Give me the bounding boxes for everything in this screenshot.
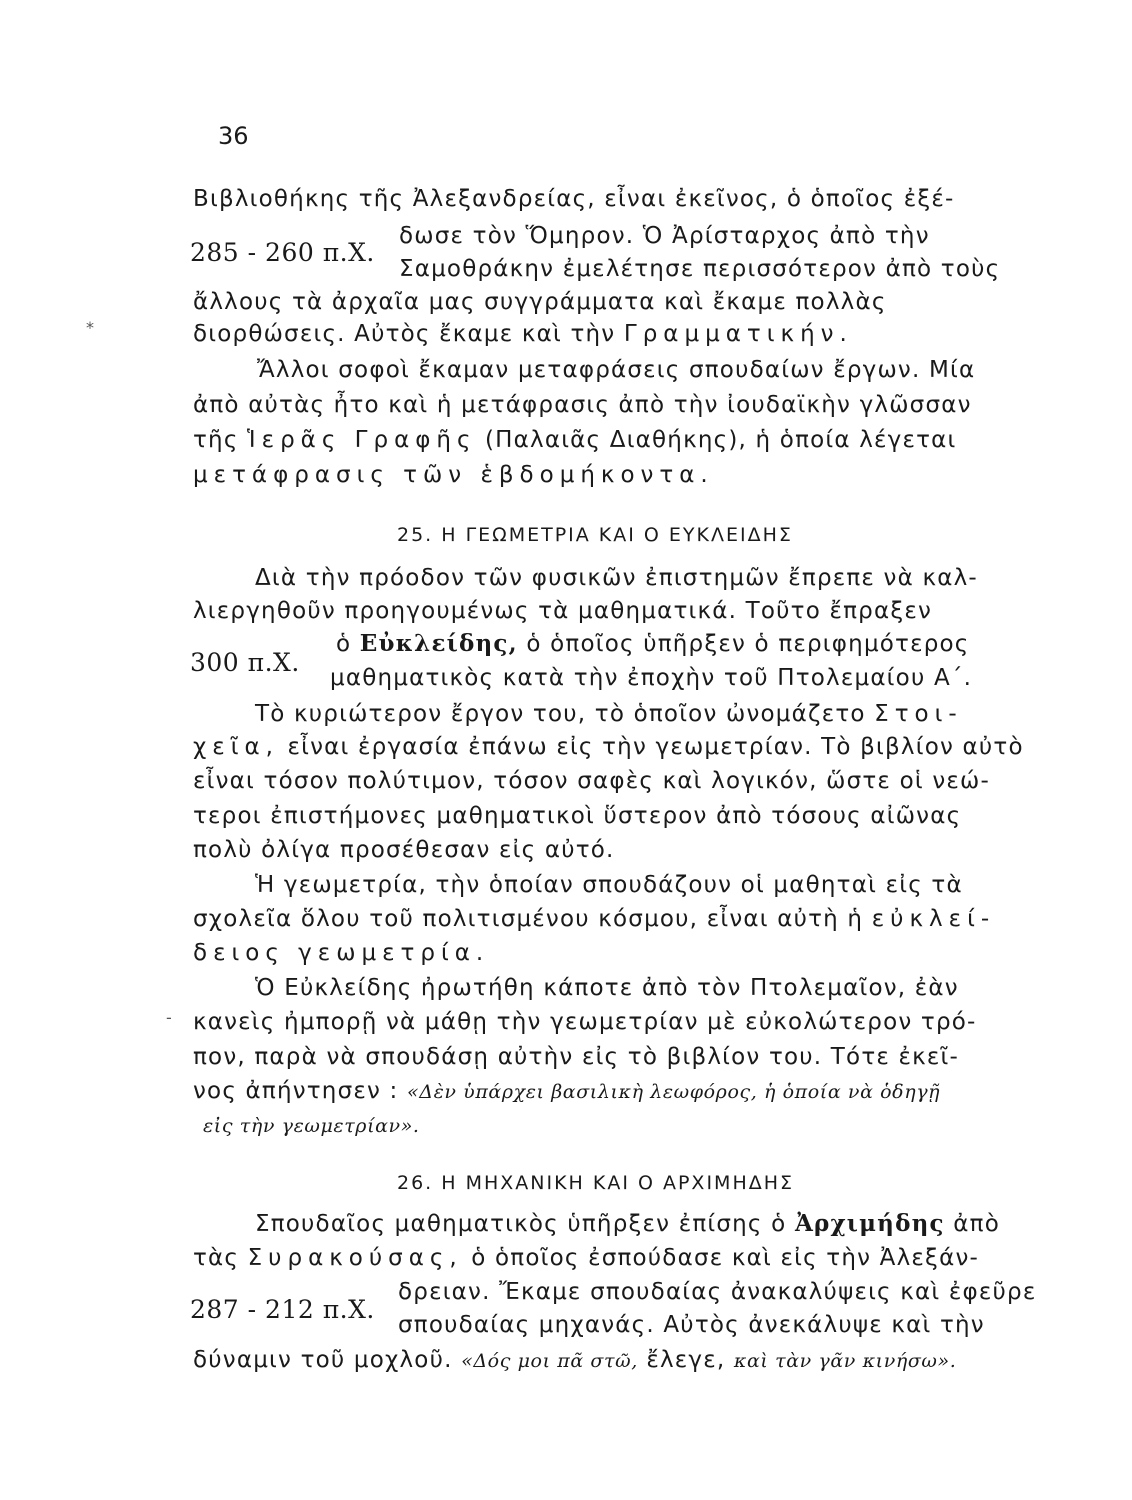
text-line: ἀπὸ αὐτὰς ἦτο καὶ ἡ μετάφρασις ἀπὸ τὴν ἰουδαϊκὴν γλῶσσαν: [193, 392, 972, 418]
text-span: δύναμιν τοῦ μοχλοῦ.: [193, 1347, 453, 1373]
spaced-term: Γραμματικήν.: [623, 321, 853, 347]
spaced-term: δειος γεωμετρία.: [193, 940, 490, 966]
text-line: εἶναι τόσον πολύτιμον, τόσον σαφὲς καὶ λογικόν, ὥστε οἱ νεώ-: [193, 768, 990, 794]
text-span: (Παλαιᾶς Διαθήκης), ἡ ὁποία λέγεται: [485, 427, 957, 453]
italic-quote: «Δὲν ὑπάρχει βασιλικὴ λεωφόρος, ἡ ὁποία νὰ ὁδηγῇ: [407, 1081, 941, 1103]
page-number: 36: [218, 122, 249, 150]
spaced-term: Στοι-: [874, 701, 963, 727]
text-line: [193, 1344, 956, 1377]
section-heading: 26. Η ΜΗΧΑΝΙΚΗ ΚΑΙ Ο ΑΡΧΙΜΗΔΗΣ: [397, 1172, 795, 1194]
text-span: ὁ ὁποῖος ὑπῆρξεν ὁ περιφημότερος: [526, 631, 970, 657]
text-line: πον, παρὰ νὰ σπουδάσῃ αὐτὴν εἰς τὸ βιβλίον του. Τότε ἐκεῖ-: [193, 1044, 960, 1070]
spaced-term: χεῖα,: [193, 734, 279, 760]
text-span: ἔλεγε,: [646, 1347, 726, 1373]
text-line: δωσε τὸν Ὅμηρον. Ὁ Ἀρίσταρχος ἀπὸ τὴν: [399, 223, 930, 249]
bold-name: Εὐκλείδης,: [359, 630, 518, 657]
text-span: Τὸ κυριώτερον ἔργον του, τὸ ὁποῖον ὠνομάζετο: [255, 701, 866, 727]
text-span: σχολεῖα ὅλου τοῦ πολιτισμένου κόσμου, εἶναι αὐτὴ ἡ: [193, 906, 864, 932]
text-line: [193, 318, 853, 350]
italic-quote: εἰς τὴν γεωμετρίαν».: [203, 1115, 420, 1137]
text-line: [193, 903, 995, 935]
text-line: τεροι ἐπιστήμονες μαθηματικοὶ ὕστερον ἀπὸ τόσους αἰῶνας: [193, 803, 962, 829]
italic-quote: «Δός μοι πᾶ στῶ,: [461, 1350, 638, 1372]
text-span: τῆς: [193, 427, 239, 453]
text-line: [193, 1075, 940, 1108]
scan-speck: -: [166, 1008, 172, 1027]
text-line: Ἄλλοι σοφοὶ ἔκαμαν μεταφράσεις σπουδαίων ἔργων. Μία: [257, 357, 976, 383]
text-line: [255, 698, 963, 730]
spaced-term: μετάφρασις τῶν ἑβδομήκοντα.: [193, 462, 714, 488]
margin-date: 300 π.Χ.: [190, 648, 300, 677]
text-line: [336, 628, 970, 660]
text-span: ὁ: [336, 631, 352, 657]
italic-quote: καὶ τὰν γᾶν κινήσω».: [733, 1350, 957, 1372]
text-line: Ἡ γεωμετρία, τὴν ὁποίαν σπουδάζουν οἱ μαθηταὶ εἰς τὰ: [255, 872, 963, 898]
scan-speck: *: [86, 318, 94, 337]
text-line: [255, 1208, 1000, 1240]
text-line: [193, 424, 957, 456]
text-span: διορθώσεις. Αὐτὸς ἔκαμε καὶ τὴν: [193, 321, 616, 347]
text-line: Σαμοθράκην ἐμελέτησε περισσότερον ἀπὸ τοὺς: [399, 256, 1001, 282]
text-span: ἀπὸ: [953, 1211, 1000, 1237]
text-line: δρειαν. Ἔκαμε σπουδαίας ἀνακαλύψεις καὶ ἐφεῦρε: [398, 1279, 1037, 1305]
text-line: σπουδαίας μηχανάς. Αὐτὸς ἀνεκάλυψε καὶ τὴν: [398, 1312, 985, 1338]
text-span: ὁ ὁποῖος ἐσπούδασε καὶ εἰς τὴν Ἀλεξάν-: [471, 1245, 979, 1271]
margin-date: 287 - 212 π.Χ.: [190, 1295, 375, 1324]
text-line: λιεργηθοῦν προηγουμένως τὰ μαθηματικά. Τοῦτο ἔπραξεν: [193, 598, 933, 624]
bold-name: Ἀρχιμήδης: [794, 1210, 945, 1237]
spaced-term: Ἱερᾶς Γραφῆς: [247, 427, 477, 453]
spaced-term: Συρακούσας,: [247, 1245, 463, 1271]
text-line: Διὰ τὴν πρόοδον τῶν φυσικῶν ἐπιστημῶν ἔπρεπε νὰ καλ-: [255, 565, 978, 591]
section-heading: 25. Η ΓΕΩΜΕΤΡΙΑ ΚΑΙ Ο ΕΥΚΛΕΙΔΗΣ: [397, 524, 793, 546]
spaced-term: εὐκλεί-: [871, 906, 996, 932]
text-line: Ὁ Εὐκλείδης ἠρωτήθη κάποτε ἀπὸ τὸν Πτολεμαῖον, ἐὰν: [255, 975, 959, 1001]
text-line: μαθηματικὸς κατὰ τὴν ἐποχὴν τοῦ Πτολεμαίου Α΄.: [330, 665, 973, 691]
text-span: Σπουδαῖος μαθηματικὸς ὑπῆρξεν ἐπίσης ὁ: [255, 1211, 787, 1237]
text-line: κανεὶς ἠμπορῇ νὰ μάθῃ τὴν γεωμετρίαν μὲ εὐκολώτερον τρό-: [193, 1009, 977, 1035]
text-line: Βιβλιοθήκης τῆς Ἀλεξανδρείας, εἶναι ἐκεῖνος, ὁ ὁποῖος ἐξέ-: [193, 186, 955, 212]
text-span: εἶναι ἐργασία ἐπάνω εἰς τὴν γεωμετρίαν. Τὸ βιβλίον αὐτὸ: [287, 734, 1024, 760]
text-line: [193, 1242, 979, 1274]
text-line: ἄλλους τὰ ἀρχαῖα μας συγγράμματα καὶ ἔκαμε πολλὰς: [193, 289, 887, 315]
text-line: [193, 731, 1024, 763]
text-line: πολὺ ὀλίγα προσέθεσαν εἰς αὐτό.: [193, 837, 615, 863]
margin-date: 285 - 260 π.Χ.: [190, 238, 375, 267]
text-span: νος ἀπήντησεν :: [193, 1078, 399, 1104]
text-span: τὰς: [193, 1245, 240, 1271]
